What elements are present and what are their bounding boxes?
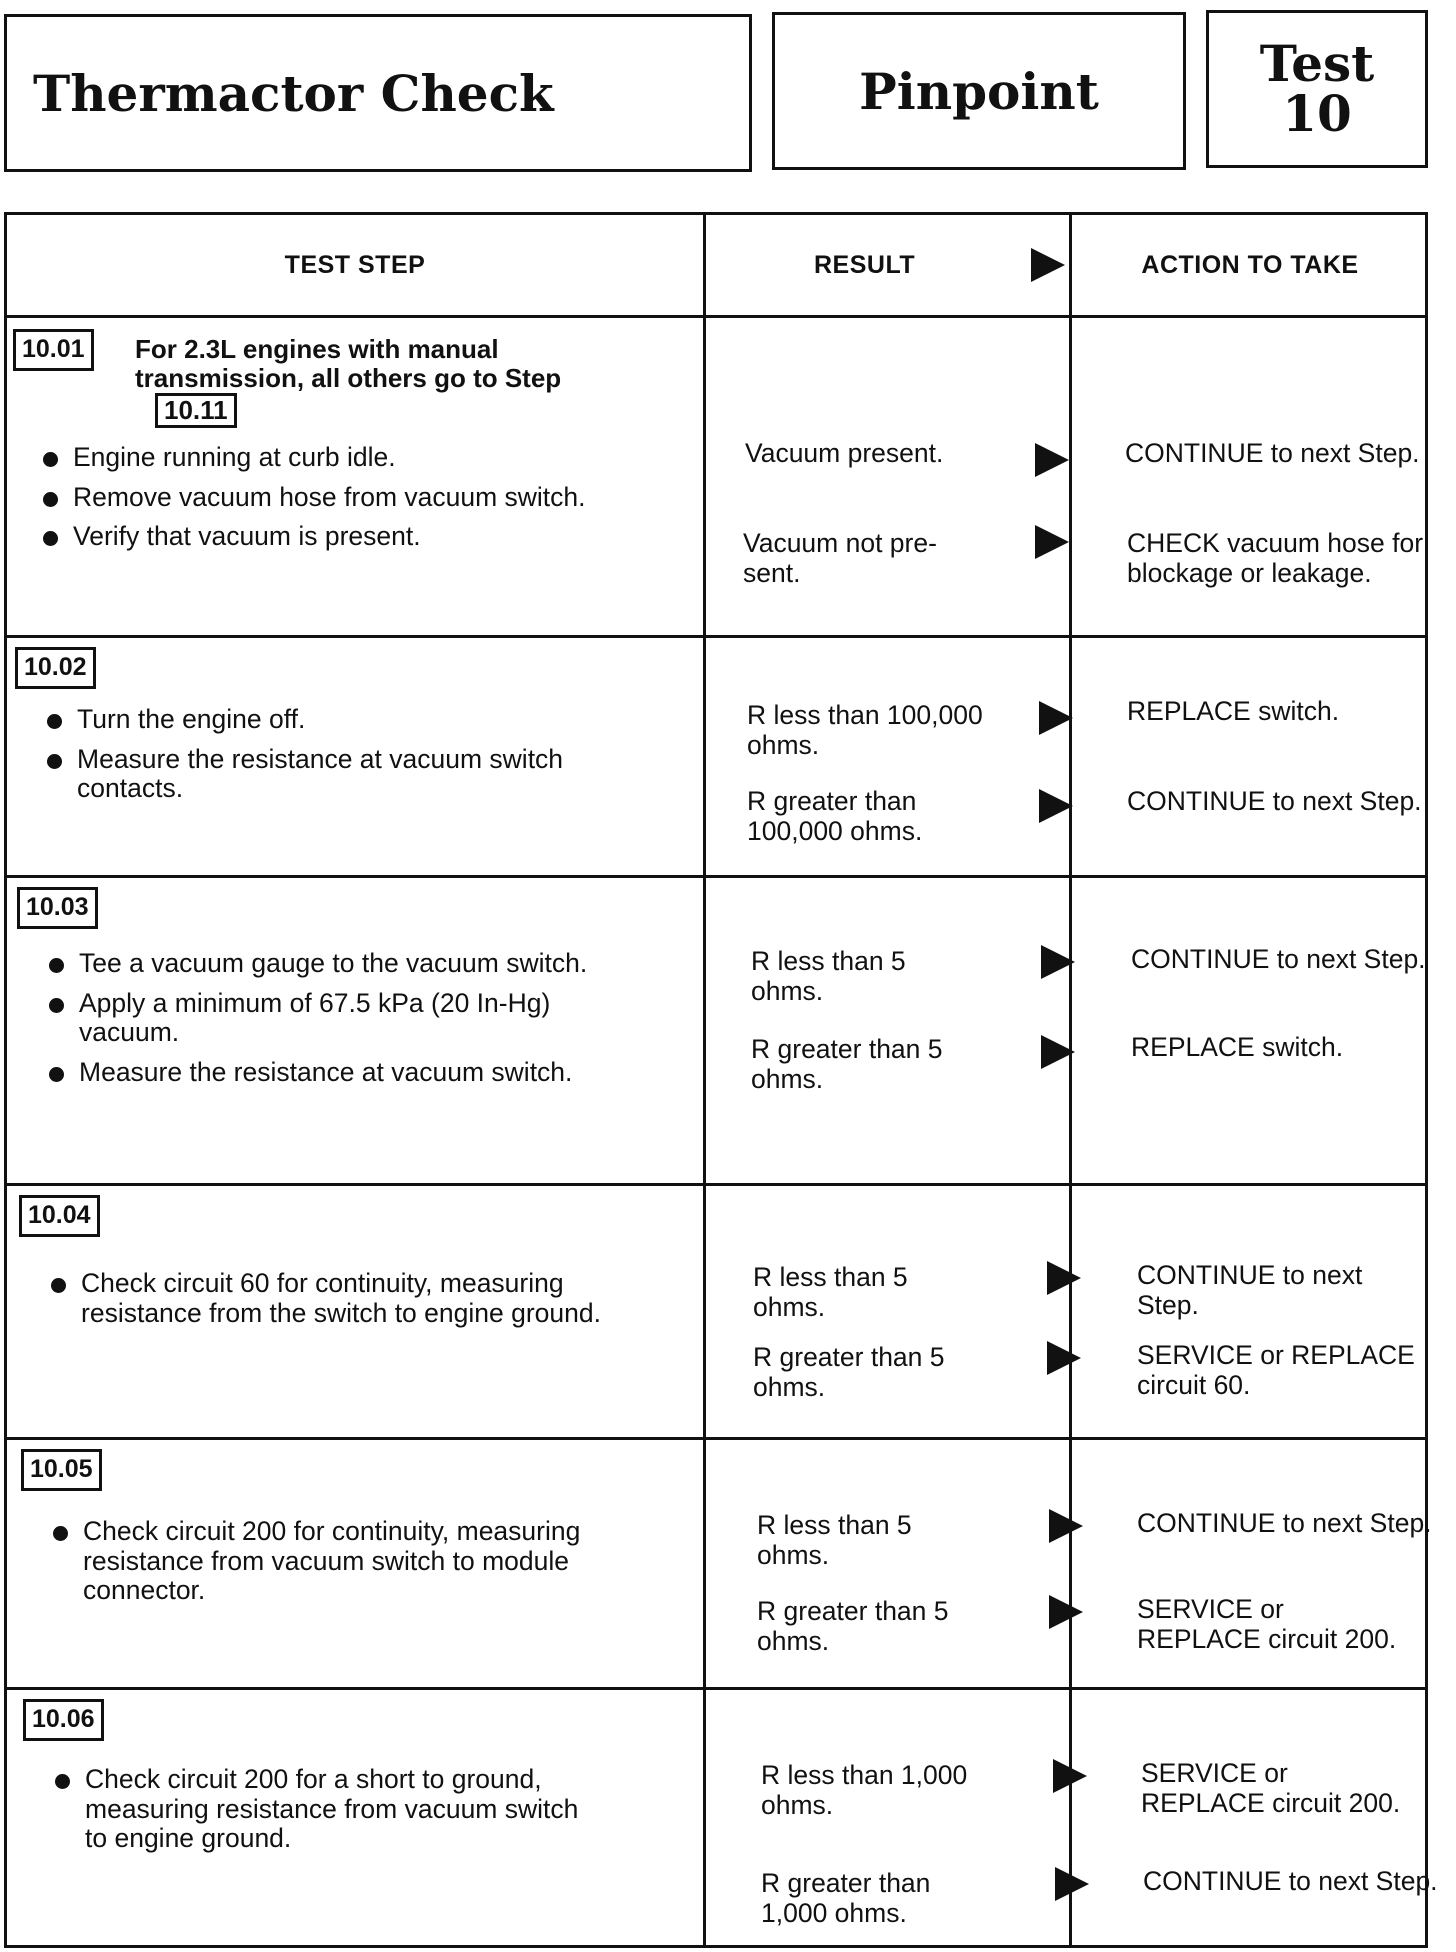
arrow-icon [1039,701,1073,735]
action-text: SERVICE or REPLACE circuit 60. [1137,1340,1415,1400]
result-text: R greater than 5 ohms. [751,1034,943,1094]
step-number: 10.05 [21,1449,102,1491]
test-table [4,212,1438,1948]
step-bullets [41,705,631,814]
column-divider [1069,215,1072,1945]
header-arrow-icon [1031,248,1065,282]
action-text: CONTINUE to next Step. [1143,1866,1438,1896]
result-text: R less than 5 ohms. [753,1262,908,1322]
action-text: CONTINUE to next Step. [1131,944,1426,974]
arrow-icon [1049,1509,1083,1543]
row-divider [7,635,1425,638]
page-title [4,14,752,172]
result-text: Vacuum not pre-sent. [743,528,937,588]
bullet-item: Check circuit 200 for a short to ground, measuring resistance from vacuum switch to engine ground. [49,1765,589,1854]
bullet-item: Measure the resistance at vacuum switch contacts. [41,745,631,804]
step-bullets [45,1269,605,1338]
bullet-item: Verify that vacuum is present. [37,522,627,552]
action-text: SERVICE or REPLACE circuit 200. [1141,1758,1401,1818]
action-text: CONTINUE to next Step. [1137,1260,1363,1320]
test-label: Test [1259,34,1375,93]
result-text: R greater than 1,000 ohms. [761,1868,931,1928]
row-divider [7,315,1425,318]
step-number: 10.03 [17,887,98,929]
bullet-item: Tee a vacuum gauge to the vacuum switch. [43,949,633,979]
row-divider [7,1687,1425,1690]
title-text: Thermactor Check [33,63,554,123]
arrow-icon [1039,789,1073,823]
arrow-icon [1055,1867,1089,1901]
pinpoint-label [772,12,1186,170]
arrow-icon [1049,1595,1083,1629]
arrow-icon [1035,443,1069,477]
step-number: 10.06 [23,1699,104,1741]
step-bullets [49,1765,589,1864]
action-text: REPLACE switch. [1131,1032,1344,1062]
test-number: 10 [1282,84,1352,143]
arrow-icon [1035,525,1069,559]
action-text: CONTINUE to next Step. [1125,438,1420,468]
bullet-item: Check circuit 60 for continuity, measuring resistance from the switch to engine ground. [45,1269,605,1328]
bullet-item: Measure the resistance at vacuum switch. [43,1058,633,1088]
pinpoint-text: Pinpoint [859,61,1099,121]
bullet-item: Apply a minimum of 67.5 kPa (20 In-Hg) vacuum. [43,989,633,1048]
row-divider [7,1183,1425,1186]
arrow-icon [1047,1261,1081,1295]
step-number: 10.04 [19,1195,100,1237]
result-text: R greater than 5 ohms. [757,1596,949,1656]
action-text: REPLACE switch. [1127,696,1340,726]
step-bullets [47,1517,587,1616]
row-divider [7,875,1425,878]
bullet-item: Engine running at curb idle. [37,443,627,473]
arrow-icon [1053,1759,1087,1793]
column-header-test-step: TEST STEP [284,250,426,279]
bullet-item: Turn the engine off. [41,705,631,735]
bullet-item: Check circuit 200 for continuity, measuring resistance from vacuum switch to module connector. [47,1517,587,1606]
step-number: 10.01 [13,329,94,371]
step-bullets [43,949,633,1098]
result-text: Vacuum present. [745,438,944,468]
result-text: R less than 100,000 ohms. [747,700,983,760]
row-divider [7,1437,1425,1440]
action-text: CHECK vacuum hose for blockage or leakage. [1127,528,1424,588]
arrow-icon [1041,1035,1075,1069]
action-text: SERVICE or REPLACE circuit 200. [1137,1594,1397,1654]
step-heading [135,335,655,428]
step-number: 10.02 [15,647,96,689]
result-text: R greater than 100,000 ohms. [747,786,923,846]
result-text: R less than 5 ohms. [751,946,906,1006]
bullet-item: Remove vacuum hose from vacuum switch. [37,483,627,513]
step-heading-text: For 2.3L engines with manual transmission, all others go to Step [135,334,562,394]
step-bullets [37,443,627,562]
result-text: R less than 5 ohms. [757,1510,912,1570]
arrow-icon [1047,1341,1081,1375]
column-divider [703,215,706,1945]
step-ref-box: 10.11 [155,393,237,428]
column-header-action: ACTION TO TAKE [1141,250,1359,279]
result-text: R less than 1,000 ohms. [761,1760,968,1820]
test-number-box [1206,10,1428,168]
action-text: CONTINUE to next Step. [1127,786,1422,816]
action-text: CONTINUE to next Step. [1137,1508,1432,1538]
column-header-result: RESULT [814,250,916,279]
arrow-icon [1041,945,1075,979]
result-text: R greater than 5 ohms. [753,1342,945,1402]
